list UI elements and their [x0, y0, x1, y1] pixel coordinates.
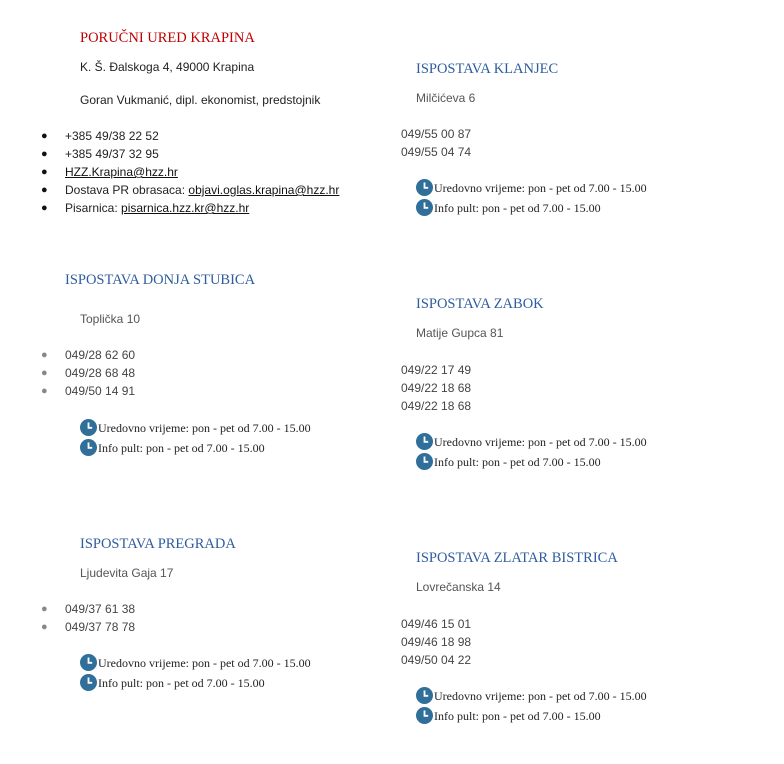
phone-number: 049/46 18 98	[401, 635, 472, 649]
info-desk-text: Info pult: pon - pet od 7.00 - 15.00	[434, 709, 601, 723]
list-item	[401, 651, 471, 669]
office-phone-list	[401, 361, 471, 415]
list-item	[41, 199, 339, 217]
office-hours	[416, 686, 647, 726]
office-hours-row	[416, 686, 647, 706]
list-item	[401, 615, 471, 633]
clock-icon	[416, 433, 433, 450]
office-hours-row	[80, 653, 311, 673]
bullet-icon: ●	[41, 184, 48, 196]
list-item	[41, 181, 340, 199]
info-desk-row	[416, 198, 647, 218]
list-item	[41, 600, 136, 618]
bullet-icon: ●	[41, 166, 48, 178]
info-desk-text: Info pult: pon - pet od 7.00 - 15.00	[434, 455, 601, 469]
list-item	[41, 145, 339, 163]
clock-icon	[80, 439, 97, 456]
bullet-icon: ●	[41, 130, 48, 142]
clock-icon	[416, 707, 433, 724]
phone-number: 049/55 04 74	[401, 145, 472, 159]
office-hours-text: Uredovno vrijeme: pon - pet od 7.00 - 15.00	[434, 435, 647, 449]
office-address: Matije Gupca 81	[416, 326, 504, 340]
contact-label: Pisarnica:	[65, 201, 122, 215]
list-item	[401, 125, 471, 143]
phone-number: 049/50 14 91	[65, 384, 136, 398]
office-phone-list	[41, 600, 136, 636]
list-item	[401, 397, 471, 415]
clock-icon	[80, 674, 97, 691]
email-link[interactable]: objavi.oglas.krapina@hzz.hr	[188, 183, 340, 197]
list-item	[401, 361, 471, 379]
office-hours-row	[416, 178, 647, 198]
phone-number: 049/22 17 49	[401, 363, 472, 377]
clock-icon	[416, 179, 433, 196]
clock-icon	[416, 687, 433, 704]
info-desk-text: Info pult: pon - pet od 7.00 - 15.00	[98, 676, 265, 690]
clock-icon	[80, 419, 97, 436]
list-item	[401, 633, 471, 651]
bullet-icon: ●	[41, 367, 48, 379]
clock-icon	[416, 453, 433, 470]
clock-icon	[80, 654, 97, 671]
email-link[interactable]: HZZ.Krapina@hzz.hr	[65, 165, 178, 179]
office-title: ISPOSTAVA DONJA STUBICA	[65, 272, 256, 288]
phone-number: +385 49/38 22 52	[65, 129, 159, 143]
list-item	[41, 163, 339, 181]
office-title: ISPOSTAVA ZLATAR BISTRICA	[416, 550, 618, 566]
main-office-address: K. Š. Đalskoga 4, 49000 Krapina	[80, 60, 255, 74]
main-office-contact-list	[41, 127, 340, 217]
office-phone-list	[401, 125, 471, 161]
office-hours-text: Uredovno vrijeme: pon - pet od 7.00 - 15.00	[434, 689, 647, 703]
office-phone-list	[41, 346, 136, 400]
bullet-icon: ●	[41, 349, 48, 361]
bullet-icon: ●	[41, 148, 48, 160]
phone-number: 049/22 18 68	[401, 399, 472, 413]
phone-number: 049/22 18 68	[401, 381, 472, 395]
contact-label: Dostava PR obrasaca:	[65, 183, 189, 197]
office-title: ISPOSTAVA PREGRADA	[80, 536, 236, 552]
office-address: Ljudevita Gaja 17	[80, 566, 174, 580]
office-address: Milčićeva 6	[416, 91, 476, 105]
phone-number: 049/55 00 87	[401, 127, 472, 141]
office-address: Toplička 10	[80, 312, 141, 326]
office-phone-list	[401, 615, 471, 669]
main-office-title: PORUČNI URED KRAPINA	[80, 30, 255, 46]
phone-number: 049/46 15 01	[401, 617, 472, 631]
clock-icon	[416, 199, 433, 216]
phone-number: 049/37 78 78	[65, 620, 136, 634]
phone-number: +385 49/37 32 95	[65, 147, 159, 161]
office-title: ISPOSTAVA ZABOK	[416, 296, 544, 312]
list-item	[401, 379, 471, 397]
phone-number: 049/28 62 60	[65, 348, 136, 362]
list-item	[41, 382, 136, 400]
bullet-icon: ●	[41, 621, 48, 633]
info-desk-row	[416, 706, 647, 726]
info-desk-row	[80, 673, 311, 693]
office-hours	[416, 178, 647, 218]
list-item	[41, 618, 136, 636]
main-office-head: Goran Vukmanić, dipl. ekonomist, predstojnik	[80, 93, 321, 107]
phone-number: 049/37 61 38	[65, 602, 136, 616]
info-desk-row	[416, 452, 647, 472]
list-item	[401, 143, 471, 161]
phone-number: 049/50 04 22	[401, 653, 472, 667]
bullet-icon: ●	[41, 385, 48, 397]
office-title: ISPOSTAVA KLANJEC	[416, 61, 559, 77]
list-item	[41, 127, 339, 145]
bullet-icon: ●	[41, 202, 48, 214]
list-item	[41, 346, 136, 364]
office-hours	[80, 653, 311, 693]
email-link[interactable]: pisarnica.hzz.kr@hzz.hr	[121, 201, 250, 215]
phone-number: 049/28 68 48	[65, 366, 136, 380]
info-desk-row	[80, 438, 311, 458]
office-hours	[416, 432, 647, 472]
list-item	[41, 364, 136, 382]
office-hours-row	[80, 418, 311, 438]
office-hours	[80, 418, 311, 458]
office-hours-text: Uredovno vrijeme: pon - pet od 7.00 - 15.00	[98, 656, 311, 670]
office-hours-text: Uredovno vrijeme: pon - pet od 7.00 - 15.00	[98, 421, 311, 435]
info-desk-text: Info pult: pon - pet od 7.00 - 15.00	[98, 441, 265, 455]
office-hours-text: Uredovno vrijeme: pon - pet od 7.00 - 15.00	[434, 181, 647, 195]
bullet-icon: ●	[41, 603, 48, 615]
info-desk-text: Info pult: pon - pet od 7.00 - 15.00	[434, 201, 601, 215]
office-address: Lovrečanska 14	[416, 580, 501, 594]
office-hours-row	[416, 432, 647, 452]
